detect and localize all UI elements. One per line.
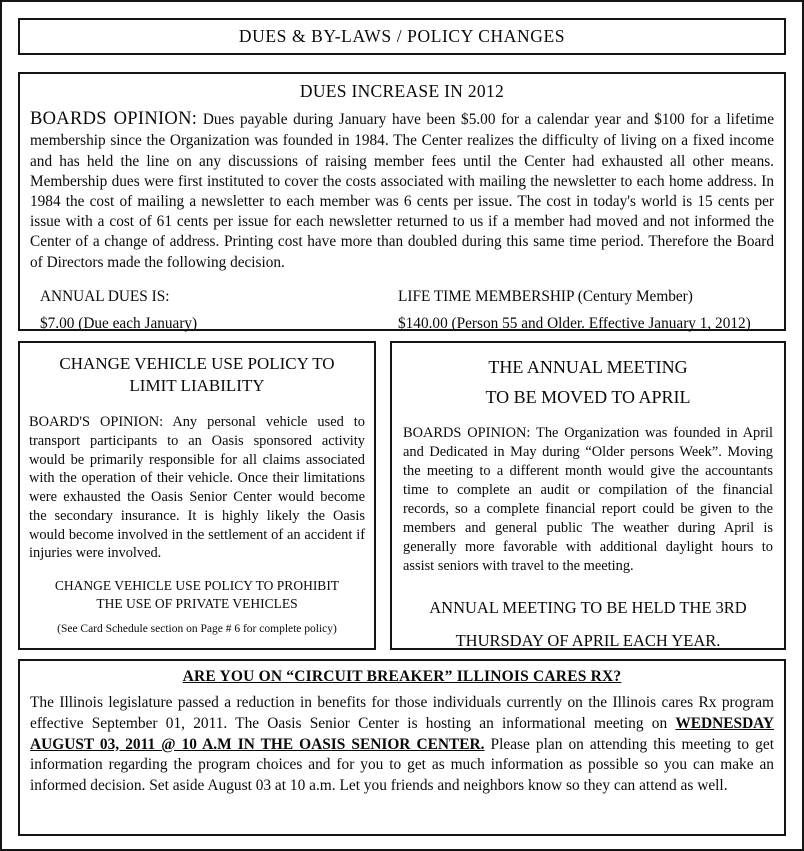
dues-opinion-text: Dues payable during January have been $5.00 for a calendar year and $100 for a lifetime membership since the Organization was founded in 1984. The Center realizes the difficulty of living on a fixed income and has held the line on any discussions of raising member fees until the Center had exhausted all other means. Membership dues were first instituted to cover the costs associated with mailing the newsletter to each home address. In 1984 the cost of mailing a newsletter to each member was 6 cents per issue. The cost in today's world is 15 cents per issue with a cost of 61 cents per issue for each newsletter returned to us if a member had moved and not informed the Center of a change of address. Printing cost have more than doubled during this same time period. Therefore the Board of Directors made the following decision. <box>30 111 774 271</box>
vehicle-section-title <box>29 353 365 397</box>
annual-dues-column <box>40 288 398 342</box>
vehicle-title-line2: LIMIT LIABILITY <box>129 376 265 396</box>
dues-summary-columns <box>30 288 774 342</box>
boards-opinion-label: BOARDS OPINION: <box>30 109 198 129</box>
rx-body-part2: Please plan on attending this meeting to get information regarding the program choices and for you to get as much information as possible so you can make an informed decision. Set aside August 03 at 10 a.m. Let you friends and neighbors know so they can attend as well. <box>30 735 774 795</box>
annual-meeting-section <box>390 341 786 650</box>
lifetime-membership-value: $140.00 (Person 55 and Older. Effective January 1, 2012) <box>398 314 751 332</box>
meeting-opinion-paragraph: BOARDS OPINION: The Organization was founded in April and Dedicated in May during “Older persons Week”. Moving the meeting to a different month would give the accountants time to complete an audit or compilation of the financial records, so a complete financial report could be given to the members and general public The weather during April is generally more favorable with additional daylight hours to assist seniors with travel to the meeting. <box>403 425 773 575</box>
meeting-announcement <box>403 591 773 657</box>
vehicle-policy-section <box>18 341 376 650</box>
page-title-box <box>18 18 786 55</box>
meeting-title-line2: TO BE MOVED TO APRIL <box>485 386 691 407</box>
vehicle-policy-statement <box>29 577 365 613</box>
circuit-breaker-paragraph <box>30 693 774 797</box>
annual-dues-value: $7.00 (Due each January) <box>40 314 198 332</box>
vehicle-policy-line1: CHANGE VEHICLE USE POLICY TO PROHIBIT <box>54 577 340 593</box>
annual-dues-label: ANNUAL DUES IS: <box>40 287 170 305</box>
dues-increase-section <box>18 72 786 331</box>
lifetime-membership-column <box>398 288 774 342</box>
middle-sections-row <box>18 341 786 650</box>
meeting-announcement-line1: ANNUAL MEETING TO BE HELD THE 3RD <box>429 597 747 617</box>
vehicle-opinion-paragraph: BOARD'S OPINION: Any personal vehicle used to transport participants to an Oasis sponsored activity would be primarily responsible for all claims associated with the operation of their vehicle. Once their limitations were exhausted the Oasis Senior Center would become the secondary insurance. It is highly likely the Oasis would become involved in the settlement of an accident if injuries were involved. <box>29 414 365 562</box>
meeting-announcement-line2: THURSDAY OF APRIL EACH YEAR. <box>455 630 721 650</box>
meeting-section-title <box>403 353 773 412</box>
circuit-breaker-title: ARE YOU ON “CIRCUIT BREAKER” ILLINOIS CARES RX? <box>182 668 622 685</box>
vehicle-title-line1: CHANGE VEHICLE USE POLICY TO <box>59 354 335 373</box>
page-title: DUES & BY-LAWS / POLICY CHANGES <box>238 26 566 46</box>
vehicle-policy-line2: THE USE OF PRIVATE VEHICLES <box>96 596 298 612</box>
dues-section-title: DUES INCREASE IN 2012 <box>299 81 505 101</box>
vehicle-policy-note: (See Card Schedule section on Page # 6 for complete policy) <box>57 623 337 636</box>
lifetime-membership-label: LIFE TIME MEMBERSHIP (Century Member) <box>398 287 693 305</box>
dues-opinion-paragraph <box>30 107 774 273</box>
meeting-title-line1: THE ANNUAL MEETING <box>488 357 688 377</box>
circuit-breaker-section <box>18 659 786 836</box>
rx-meeting-date-emphasis: WEDNESDAY AUGUST 03, 2011 @ 10 A.M IN THE OASIS SENIOR CENTER. <box>30 714 774 753</box>
rx-body-part1: The Illinois legislature passed a reduction in benefits for those individuals currently on the Illinois cares Rx program effective September 01, 2011. The Oasis Senior Center is hosting an informational meeting on <box>30 694 774 732</box>
